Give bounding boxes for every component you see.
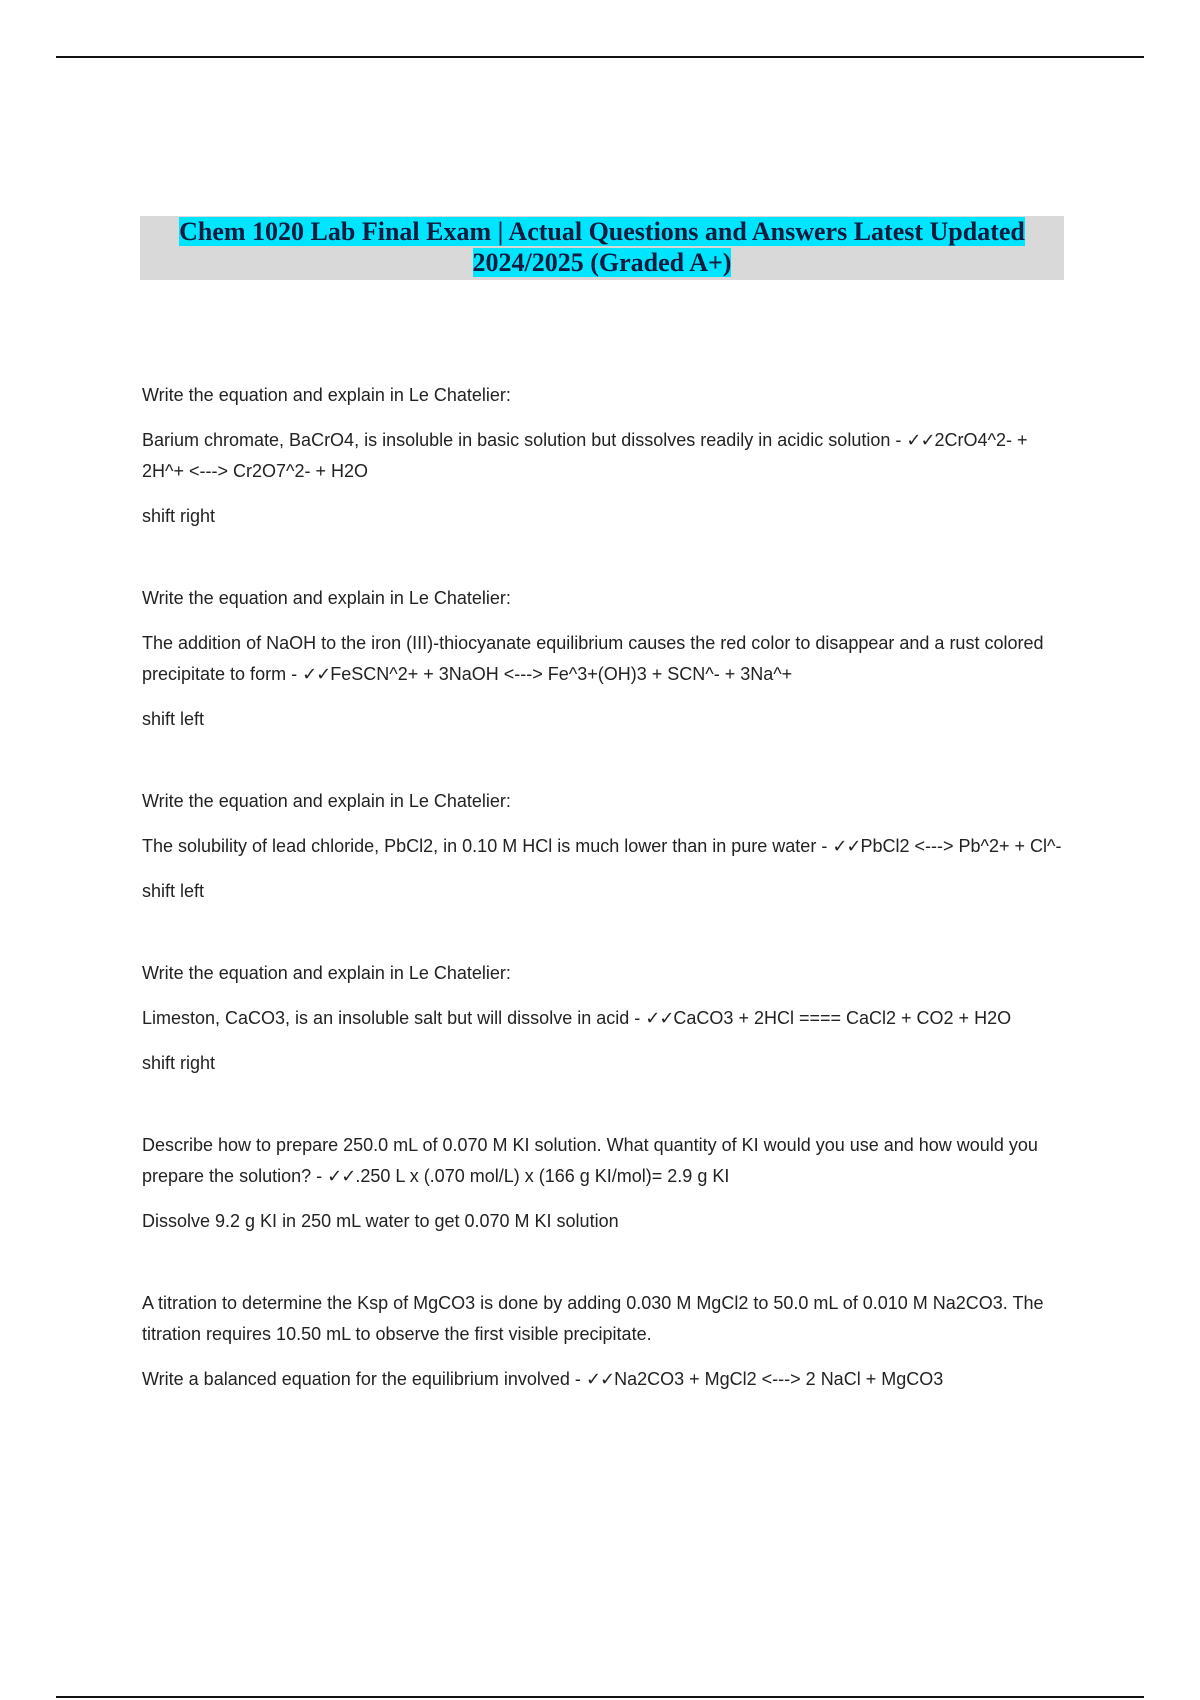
qa-answer: FeSCN^2+ + 3NaOH <---> Fe^3+(OH)3 + SCN^- + 3Na^+ bbox=[330, 664, 793, 684]
qa-question-answer: Describe how to prepare 250.0 mL of 0.070 M KI solution. What quantity of KI would you use and how would you prepare the solution? - ✓✓.250 L x (.070 mol/L) x (166 g KI/mol)= 2.9 g KI bbox=[142, 1135, 1038, 1186]
title-line-2: 2024/2025 (Graded A+) bbox=[472, 248, 732, 277]
qa-note: shift right bbox=[142, 506, 216, 526]
qa-prompt: Write the equation and explain in Le Chatelier: bbox=[142, 588, 511, 608]
double-check-icon: ✓✓ bbox=[832, 836, 861, 856]
qa-answer: 2CrO4^2- + 2H^+ <---> Cr2O7^2- + H2O bbox=[142, 430, 1028, 481]
qa-answer: PbCl2 <---> Pb^2+ + Cl^- bbox=[860, 836, 1062, 856]
qa-item-4 bbox=[142, 958, 1072, 1079]
qa-answer: CaCO3 + 2HCl ==== CaCl2 + CO2 + H2O bbox=[673, 1008, 1012, 1028]
qa-prompt: Write the equation and explain in Le Chatelier: bbox=[142, 791, 511, 811]
qa-item-1 bbox=[142, 380, 1072, 532]
qa-note: Dissolve 9.2 g KI in 250 mL water to get 0.070 M KI solution bbox=[142, 1211, 619, 1231]
double-check-icon: ✓✓ bbox=[585, 1369, 615, 1389]
qa-note: shift left bbox=[142, 709, 205, 729]
double-check-icon: ✓✓ bbox=[327, 1166, 356, 1186]
qa-item-2 bbox=[142, 583, 1072, 735]
title-line-1: Chem 1020 Lab Final Exam | Actual Questions and Answers Latest Updated bbox=[179, 217, 1025, 246]
double-check-icon: ✓✓ bbox=[645, 1008, 674, 1028]
qa-question-answer: Write a balanced equation for the equilibrium involved - ✓✓Na2CO3 + MgCl2 <---> 2 NaCl + MgCO3 bbox=[142, 1369, 944, 1389]
top-rule bbox=[56, 56, 1144, 58]
bottom-rule bbox=[56, 1696, 1144, 1698]
document-title bbox=[140, 216, 1064, 280]
qa-note: shift left bbox=[142, 881, 205, 901]
qa-prompt: A titration to determine the Ksp of MgCO3 is done by adding 0.030 M MgCl2 to 50.0 mL of 0.010 M Na2CO3. The titration requires 10.50 mL to observe the first visible precipitate. bbox=[142, 1293, 1044, 1344]
qa-question-answer: The addition of NaOH to the iron (III)-thiocyanate equilibrium causes the red color to disappear and a rust colored precipitate to form - ✓✓FeSCN^2+ + 3NaOH <---> Fe^3+(OH)3 + SCN^- + 3Na^+ bbox=[142, 633, 1044, 684]
double-check-icon: ✓✓ bbox=[906, 430, 935, 450]
qa-item-3 bbox=[142, 786, 1072, 907]
qa-answer: Na2CO3 + MgCl2 <---> 2 NaCl + MgCO3 bbox=[614, 1369, 944, 1389]
qa-question-answer: Barium chromate, BaCrO4, is insoluble in basic solution but dissolves readily in acidic solution - ✓✓2CrO4^2- + 2H^+ <---> Cr2O7^2- + H2O bbox=[142, 430, 1028, 481]
qa-note: shift right bbox=[142, 1053, 216, 1073]
qa-answer: .250 L x (.070 mol/L) x (166 g KI/mol)= 2.9 g KI bbox=[355, 1166, 730, 1186]
qa-question-answer: Limeston, CaCO3, is an insoluble salt but will dissolve in acid - ✓✓CaCO3 + 2HCl ==== CaCl2 + CO2 + H2O bbox=[142, 1008, 1012, 1028]
qa-prompt: Write the equation and explain in Le Chatelier: bbox=[142, 963, 511, 983]
qa-item-5 bbox=[142, 1130, 1072, 1237]
double-check-icon: ✓✓ bbox=[302, 664, 331, 684]
qa-item-6 bbox=[142, 1288, 1072, 1395]
document-body bbox=[142, 380, 1072, 1446]
qa-question-answer: The solubility of lead chloride, PbCl2, in 0.10 M HCl is much lower than in pure water - ✓✓PbCl2 <---> Pb^2+ + Cl^- bbox=[142, 836, 1062, 856]
qa-prompt: Write the equation and explain in Le Chatelier: bbox=[142, 385, 511, 405]
